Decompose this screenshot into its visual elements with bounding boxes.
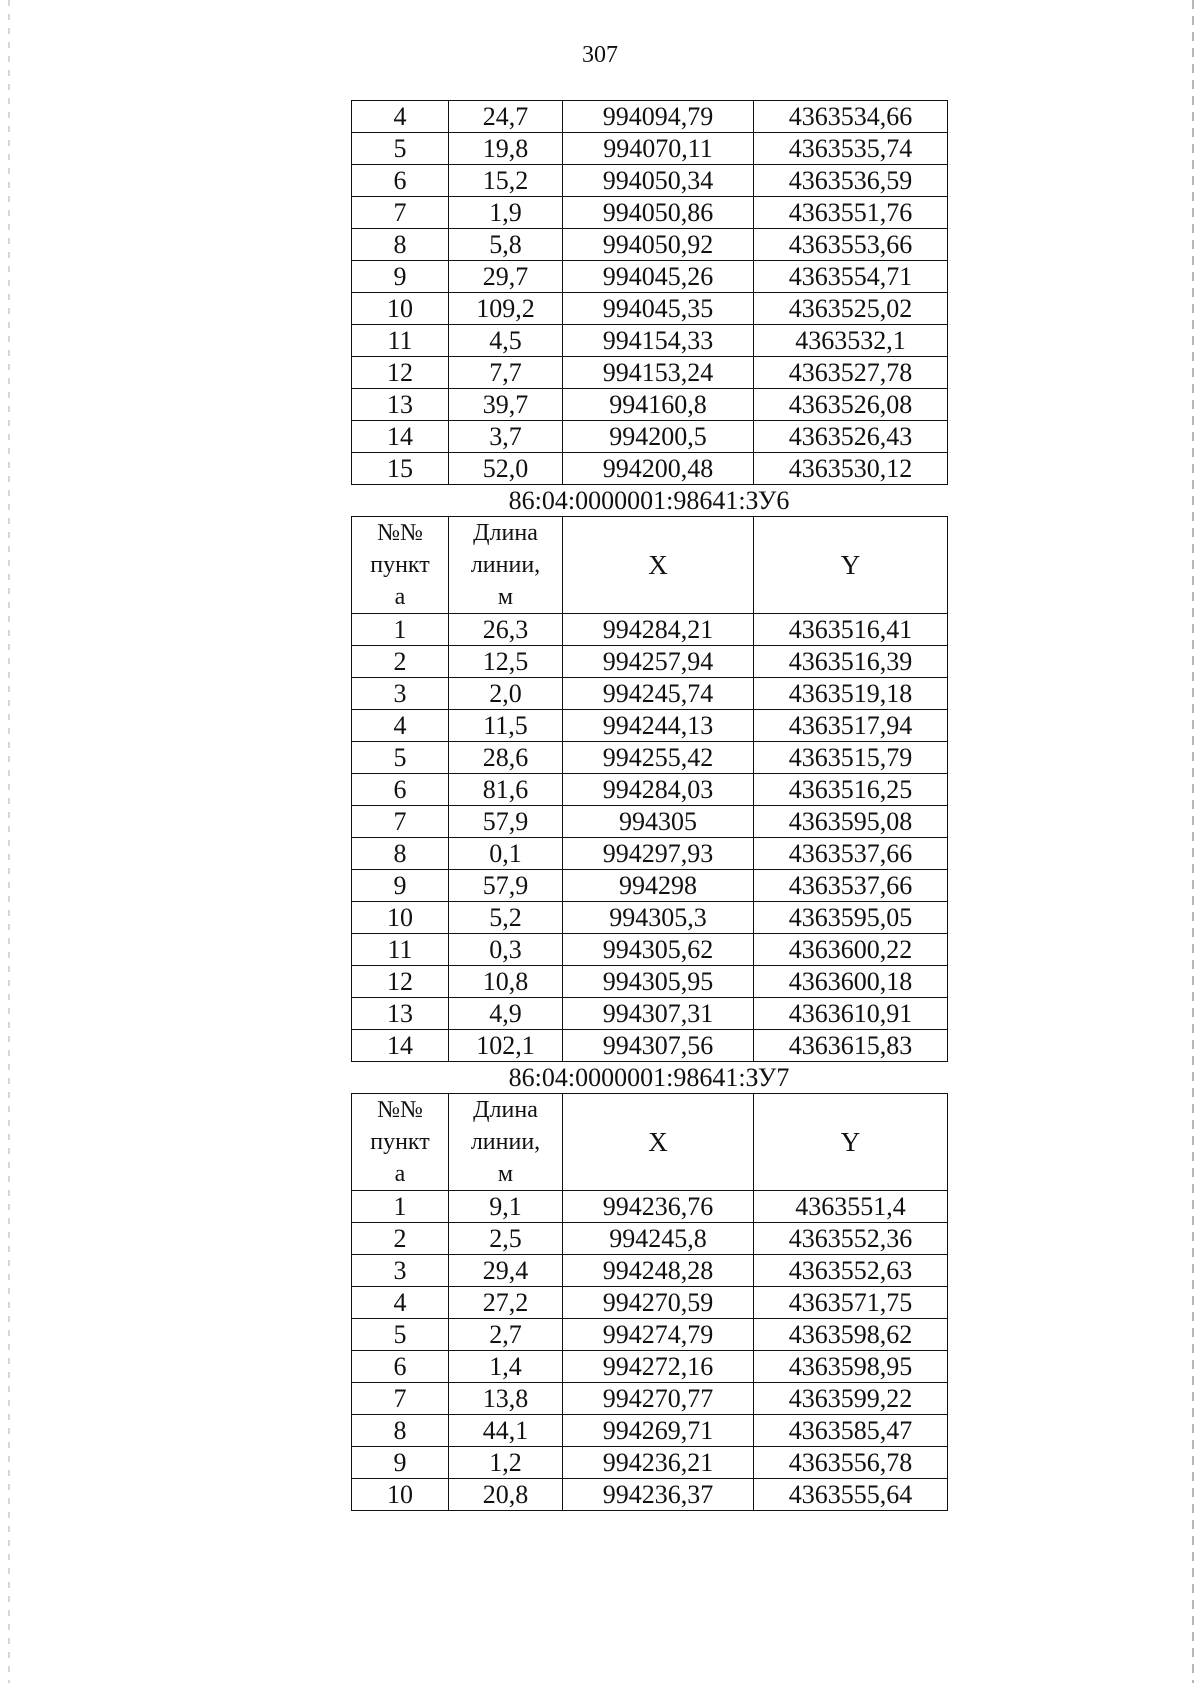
table-row	[352, 1383, 948, 1415]
table-row	[352, 325, 948, 357]
cell-y: 4363536,59	[754, 165, 948, 197]
table-row	[352, 1030, 948, 1062]
table-row	[352, 678, 948, 710]
cell-line-length: 24,7	[449, 101, 563, 133]
cell-x: 994305,3	[563, 902, 754, 934]
cell-point-number: 13	[352, 389, 449, 421]
table-row	[352, 261, 948, 293]
cell-x: 994305	[563, 806, 754, 838]
cell-y: 4363526,43	[754, 421, 948, 453]
cell-y: 4363555,64	[754, 1479, 948, 1511]
cell-x: 994248,28	[563, 1255, 754, 1287]
cell-x: 994050,92	[563, 229, 754, 261]
table-row	[352, 998, 948, 1030]
cell-point-number: 11	[352, 325, 449, 357]
cell-y: 4363516,25	[754, 774, 948, 806]
table-row	[352, 966, 948, 998]
cell-line-length: 7,7	[449, 357, 563, 389]
cell-line-length: 109,2	[449, 293, 563, 325]
cell-x: 994244,13	[563, 710, 754, 742]
cell-line-length: 0,3	[449, 934, 563, 966]
table-row	[352, 1447, 948, 1479]
table-row	[352, 806, 948, 838]
cell-point-number: 3	[352, 678, 449, 710]
cell-line-length: 3,7	[449, 421, 563, 453]
cell-y: 4363554,71	[754, 261, 948, 293]
cell-x: 994245,8	[563, 1223, 754, 1255]
cell-point-number: 4	[352, 1287, 449, 1319]
table-row	[352, 902, 948, 934]
cell-line-length: 0,1	[449, 838, 563, 870]
table-row	[352, 646, 948, 678]
cell-y: 4363595,08	[754, 806, 948, 838]
table-row	[352, 614, 948, 646]
cell-line-length: 29,4	[449, 1255, 563, 1287]
cell-point-number: 13	[352, 998, 449, 1030]
table-row	[352, 357, 948, 389]
cell-line-length: 57,9	[449, 870, 563, 902]
cell-line-length: 1,4	[449, 1351, 563, 1383]
cell-point-number: 7	[352, 806, 449, 838]
cell-y: 4363519,18	[754, 678, 948, 710]
table-row	[352, 838, 948, 870]
cell-line-length: 13,8	[449, 1383, 563, 1415]
table-body	[352, 1191, 948, 1511]
cell-y: 4363585,47	[754, 1415, 948, 1447]
cell-y: 4363599,22	[754, 1383, 948, 1415]
cell-x: 994269,71	[563, 1415, 754, 1447]
cell-point-number: 1	[352, 614, 449, 646]
cell-x: 994070,11	[563, 133, 754, 165]
cell-point-number: 10	[352, 902, 449, 934]
cell-x: 994236,37	[563, 1479, 754, 1511]
cell-y: 4363527,78	[754, 357, 948, 389]
cell-y: 4363551,76	[754, 197, 948, 229]
cell-y: 4363517,94	[754, 710, 948, 742]
cell-y: 4363526,08	[754, 389, 948, 421]
cell-line-length: 11,5	[449, 710, 563, 742]
table-row	[352, 1479, 948, 1511]
section-title-zu6: 86:04:0000001:98641:ЗУ6	[508, 486, 790, 515]
cell-line-length: 5,8	[449, 229, 563, 261]
table-row	[352, 293, 948, 325]
table-row	[352, 1319, 948, 1351]
cell-x: 994154,33	[563, 325, 754, 357]
cell-point-number: 5	[352, 1319, 449, 1351]
cell-x: 994307,56	[563, 1030, 754, 1062]
cell-line-length: 39,7	[449, 389, 563, 421]
table-row	[352, 774, 948, 806]
cell-point-number: 9	[352, 1447, 449, 1479]
cell-point-number: 15	[352, 453, 449, 485]
header-line-length: Длина линии, м	[449, 1094, 563, 1191]
cell-y: 4363598,62	[754, 1319, 948, 1351]
table-row	[352, 229, 948, 261]
cell-x: 994270,59	[563, 1287, 754, 1319]
cell-x: 994298	[563, 870, 754, 902]
coordinates-table-zu6	[351, 516, 948, 1062]
table-row	[352, 133, 948, 165]
header-y: Y	[754, 1094, 948, 1191]
cell-point-number: 9	[352, 870, 449, 902]
table-row	[352, 1223, 948, 1255]
cell-y: 4363571,75	[754, 1287, 948, 1319]
header-line-length: Длина линии, м	[449, 517, 563, 614]
table-row	[352, 1191, 948, 1223]
cell-x: 994272,16	[563, 1351, 754, 1383]
cell-line-length: 10,8	[449, 966, 563, 998]
header-y: Y	[754, 517, 948, 614]
cell-point-number: 8	[352, 838, 449, 870]
cell-line-length: 5,2	[449, 902, 563, 934]
cell-point-number: 11	[352, 934, 449, 966]
cell-x: 994305,95	[563, 966, 754, 998]
cell-y: 4363598,95	[754, 1351, 948, 1383]
table-header-row	[352, 1094, 948, 1191]
cell-y: 4363556,78	[754, 1447, 948, 1479]
table-row	[352, 101, 948, 133]
scan-edge-left	[8, 0, 10, 1683]
cell-line-length: 29,7	[449, 261, 563, 293]
cell-line-length: 102,1	[449, 1030, 563, 1062]
cell-line-length: 27,2	[449, 1287, 563, 1319]
cell-line-length: 52,0	[449, 453, 563, 485]
cell-x: 994270,77	[563, 1383, 754, 1415]
header-point-number: №№ пункт а	[352, 1094, 449, 1191]
cell-line-length: 12,5	[449, 646, 563, 678]
table-row	[352, 1415, 948, 1447]
cell-line-length: 9,1	[449, 1191, 563, 1223]
cell-point-number: 3	[352, 1255, 449, 1287]
scan-edge-right	[1192, 0, 1194, 1683]
cell-x: 994284,03	[563, 774, 754, 806]
coordinates-table-continued	[351, 100, 948, 485]
cell-y: 4363537,66	[754, 870, 948, 902]
cell-x: 994307,31	[563, 998, 754, 1030]
cell-y: 4363552,63	[754, 1255, 948, 1287]
cell-y: 4363552,36	[754, 1223, 948, 1255]
cell-y: 4363515,79	[754, 742, 948, 774]
cell-y: 4363553,66	[754, 229, 948, 261]
cell-point-number: 6	[352, 165, 449, 197]
header-x: X	[563, 1094, 754, 1191]
cell-y: 4363530,12	[754, 453, 948, 485]
cell-y: 4363525,02	[754, 293, 948, 325]
cell-point-number: 7	[352, 1383, 449, 1415]
cell-y: 4363534,66	[754, 101, 948, 133]
cell-x: 994200,5	[563, 421, 754, 453]
cell-line-length: 1,9	[449, 197, 563, 229]
cell-x: 994284,21	[563, 614, 754, 646]
cell-line-length: 81,6	[449, 774, 563, 806]
cell-x: 994094,79	[563, 101, 754, 133]
table-body	[352, 101, 948, 485]
cell-x: 994305,62	[563, 934, 754, 966]
cell-point-number: 1	[352, 1191, 449, 1223]
cell-y: 4363516,41	[754, 614, 948, 646]
table-row	[352, 1287, 948, 1319]
cell-line-length: 2,7	[449, 1319, 563, 1351]
table-body	[352, 614, 948, 1062]
cell-x: 994050,86	[563, 197, 754, 229]
cell-point-number: 6	[352, 774, 449, 806]
header-point-number: №№ пункт а	[352, 517, 449, 614]
table-header-row	[352, 517, 948, 614]
cell-point-number: 12	[352, 357, 449, 389]
cell-point-number: 5	[352, 133, 449, 165]
table-row	[352, 710, 948, 742]
cell-x: 994257,94	[563, 646, 754, 678]
cell-y: 4363516,39	[754, 646, 948, 678]
cell-x: 994050,34	[563, 165, 754, 197]
cell-x: 994236,76	[563, 1191, 754, 1223]
table-row	[352, 1255, 948, 1287]
cell-x: 994245,74	[563, 678, 754, 710]
cell-y: 4363595,05	[754, 902, 948, 934]
cell-line-length: 26,3	[449, 614, 563, 646]
table-row	[352, 453, 948, 485]
cell-x: 994045,26	[563, 261, 754, 293]
cell-x: 994153,24	[563, 357, 754, 389]
cell-line-length: 57,9	[449, 806, 563, 838]
cell-line-length: 4,9	[449, 998, 563, 1030]
cell-y: 4363610,91	[754, 998, 948, 1030]
cell-point-number: 4	[352, 101, 449, 133]
cell-point-number: 10	[352, 1479, 449, 1511]
table-row	[352, 421, 948, 453]
coordinates-table-zu7	[351, 1093, 948, 1511]
cell-y: 4363537,66	[754, 838, 948, 870]
cell-point-number: 7	[352, 197, 449, 229]
cell-point-number: 12	[352, 966, 449, 998]
cell-point-number: 8	[352, 1415, 449, 1447]
cell-x: 994200,48	[563, 453, 754, 485]
cell-point-number: 9	[352, 261, 449, 293]
cell-y: 4363615,83	[754, 1030, 948, 1062]
header-x: X	[563, 517, 754, 614]
cell-y: 4363551,4	[754, 1191, 948, 1223]
document-content	[351, 100, 947, 1511]
cell-line-length: 1,2	[449, 1447, 563, 1479]
cell-line-length: 4,5	[449, 325, 563, 357]
cell-x: 994160,8	[563, 389, 754, 421]
cell-y: 4363535,74	[754, 133, 948, 165]
table-row	[352, 197, 948, 229]
cell-line-length: 15,2	[449, 165, 563, 197]
page-number: 307	[582, 42, 618, 68]
cell-line-length: 20,8	[449, 1479, 563, 1511]
table-row	[352, 934, 948, 966]
cell-point-number: 2	[352, 646, 449, 678]
cell-line-length: 2,5	[449, 1223, 563, 1255]
cell-x: 994297,93	[563, 838, 754, 870]
cell-line-length: 2,0	[449, 678, 563, 710]
table-row	[352, 870, 948, 902]
section-title-zu7: 86:04:0000001:98641:ЗУ7	[508, 1063, 790, 1092]
cell-y: 4363532,1	[754, 325, 948, 357]
table-row	[352, 742, 948, 774]
cell-point-number: 8	[352, 229, 449, 261]
cell-x: 994236,21	[563, 1447, 754, 1479]
table-row	[352, 1351, 948, 1383]
cell-x: 994255,42	[563, 742, 754, 774]
cell-x: 994274,79	[563, 1319, 754, 1351]
cell-point-number: 6	[352, 1351, 449, 1383]
cell-line-length: 44,1	[449, 1415, 563, 1447]
cell-y: 4363600,18	[754, 966, 948, 998]
cell-line-length: 19,8	[449, 133, 563, 165]
cell-y: 4363600,22	[754, 934, 948, 966]
table-row	[352, 389, 948, 421]
cell-point-number: 10	[352, 293, 449, 325]
cell-point-number: 14	[352, 1030, 449, 1062]
cell-point-number: 4	[352, 710, 449, 742]
cell-x: 994045,35	[563, 293, 754, 325]
cell-point-number: 5	[352, 742, 449, 774]
cell-point-number: 14	[352, 421, 449, 453]
table-row	[352, 165, 948, 197]
cell-point-number: 2	[352, 1223, 449, 1255]
cell-line-length: 28,6	[449, 742, 563, 774]
